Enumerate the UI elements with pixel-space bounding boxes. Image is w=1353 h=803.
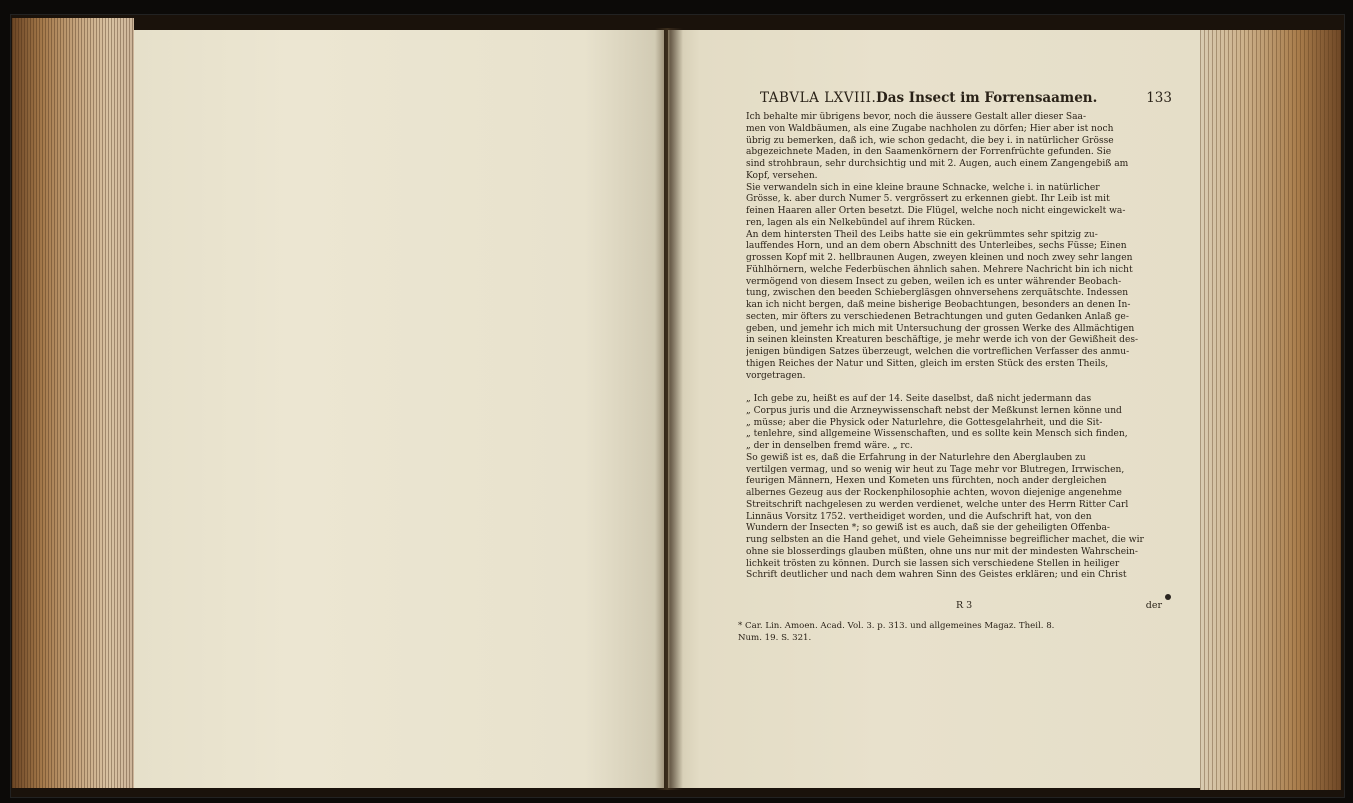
text-line: abgezeichnete Maden, in den Saamenkörnern der Forrenfrüchte gefunden. Sie: [746, 147, 1112, 158]
book-edge-left: [12, 18, 134, 788]
text-line: rung selbsten an die Hand gehet, und viele Geheimnisse begreiflicher machet, die wir: [746, 535, 1144, 545]
text-line: Wundern der Insecten *; so gewiß ist es auch, daß sie der geheiligten Offenba-: [746, 523, 1111, 534]
text-line: thigen Reiches der Natur und Sitten, gleich im ersten Stück des ersten Theils,: [746, 358, 1109, 369]
text-line: tung, zwischen den beeden Schiebergläsgen ohnversehens zerquätschte. Indessen: [746, 288, 1129, 299]
text-line: Streitschrift nachgelesen zu werden verdienet, welche unter des Herrn Ritter Carl: [746, 499, 1129, 510]
left-page-blank: [134, 30, 664, 788]
text-line: vorgetragen.: [746, 370, 806, 381]
text-line: vermögend von diesem Insect zu geben, weilen ich es unter währender Beobach-: [746, 276, 1122, 287]
text-line: übrig zu bemerken, daß ich, wie schon gedacht, die bey i. in natürlicher Grösse: [746, 135, 1114, 146]
catchword: der: [1145, 600, 1162, 611]
text-line: „ tenlehre, sind allgemeine Wissenschaften, und es sollte kein Mensch sich finden,: [746, 429, 1128, 440]
catchword-line: [746, 600, 1166, 612]
text-line: lauffendes Horn, und an dem obern Abschnitt des Unterleibes, sechs Füsse; Einen: [746, 241, 1127, 252]
text-line: kan ich nicht bergen, daß meine bisherige Beobachtungen, besonders an denen In-: [746, 300, 1131, 310]
text-line: grossen Kopf mit 2. hellbraunen Augen, zweyen kleinen und noch zwey sehr langen: [746, 253, 1133, 263]
text-line: Grösse, k. aber durch Numer 5. vergrössert zu erkennen giebt. Ihr Leib ist mit: [746, 194, 1110, 205]
footnote: [738, 620, 1168, 644]
text-line: Kopf, versehen.: [746, 170, 818, 181]
ink-spot: [1165, 594, 1171, 600]
text-line: secten, mir öfters zu verschiedenen Betrachtungen und guten Gedanken Anlaß ge-: [746, 311, 1129, 322]
text-line: „ müsse; aber die Physick oder Naturlehre, die Gottesgelahrheit, und die Sit-: [746, 417, 1103, 428]
text-line: albernes Gezeug aus der Rockenphilosophie achten, wovon diejenige angenehme: [746, 488, 1122, 498]
text-line: Sie verwandeln sich in eine kleine braune Schnacke, welche i. in natürlicher: [746, 182, 1100, 193]
text-line: jenigen bündigen Satzes überzeugt, welchen die vortreflichen Verfasser des anmu-: [746, 347, 1130, 357]
text-line: Schrift deutlicher und nach dem wahren Sinn des Geistes erklären; und ein Christ: [746, 570, 1127, 581]
footnote-line: Num. 19. S. 321.: [738, 633, 812, 643]
text-line: „ Ich gebe zu, heißt es auf der 14. Seite daselbst, daß nicht jedermann das: [746, 394, 1092, 404]
text-line: geben, und jemehr ich mich mit Untersuchung der grossen Werke des Allmächtigen: [746, 323, 1135, 334]
footnote-line: * Car. Lin. Amoen. Acad. Vol. 3. p. 313. und allgemeines Magaz. Theil. 8.: [738, 621, 1055, 631]
text-line: „ der in denselben fremd wäre. „ rc.: [746, 441, 913, 451]
text-line: in seinen kleinsten Kreaturen beschäftige, je mehr werde ich von der Gewißheit des-: [746, 335, 1139, 346]
signature-mark: R 3: [956, 600, 973, 611]
text-line: „ Corpus juris und die Arzneywissenschaft nebst der Meßkunst lernen könne und: [746, 405, 1122, 416]
text-line: ohne sie blosserdings glauben müßten, ohne uns nur mit der mindesten Wahrschein-: [746, 546, 1138, 557]
book-edge-right: [1200, 30, 1341, 790]
text-line: vertilgen vermag, und so wenig wir heut zu Tage mehr vor Blutregen, Irrwischen,: [746, 464, 1125, 475]
text-line: lichkeit trösten zu können. Durch sie lassen sich verschiedene Stellen in heiliger: [746, 558, 1120, 569]
page-title: Das Insect im Forrensaamen.: [876, 90, 1098, 106]
text-line: [746, 382, 1166, 394]
page-number: 133: [1146, 90, 1172, 106]
text-line: Fühlhörnern, welche Federbüschen ähnlich sahen. Mehrere Nachricht bin ich nicht: [746, 264, 1133, 275]
running-header: [760, 90, 1180, 112]
text-line: Linnäus Vorsitz 1752. vertheidiget worden, und die Aufschrift hat, von den: [746, 511, 1092, 522]
text-line: Ich behalte mir übrigens bevor, noch die äussere Gestalt aller dieser Saa-: [746, 112, 1087, 122]
main-text-block: [746, 112, 1166, 624]
book-gutter: [655, 28, 683, 790]
text-line: feurigen Männern, Hexen und Kometen uns fürchten, noch ander dergleichen: [746, 476, 1107, 487]
text-line: men von Waldbäumen, als eine Zugabe nachholen zu dörfen; Hier aber ist noch: [746, 123, 1114, 134]
text-line: An dem hintersten Theil des Leibs hatte sie ein gekrümmtes sehr spitzig zu-: [746, 229, 1098, 240]
plate-number: TABVLA LXVIII.: [760, 90, 877, 106]
text-line: ren, lagen als ein Nelkebündel auf ihrem Rücken.: [746, 217, 976, 228]
text-line: sind strohbraun, sehr durchsichtig und mit 2. Augen, auch einem Zangengebiß am: [746, 159, 1129, 169]
text-line: feinen Haaren aller Orten besetzt. Die Flügel, welche noch nicht eingewickelt wa-: [746, 206, 1126, 216]
text-line: So gewiß ist es, daß die Erfahrung in der Naturlehre den Aberglauben zu: [746, 452, 1086, 463]
